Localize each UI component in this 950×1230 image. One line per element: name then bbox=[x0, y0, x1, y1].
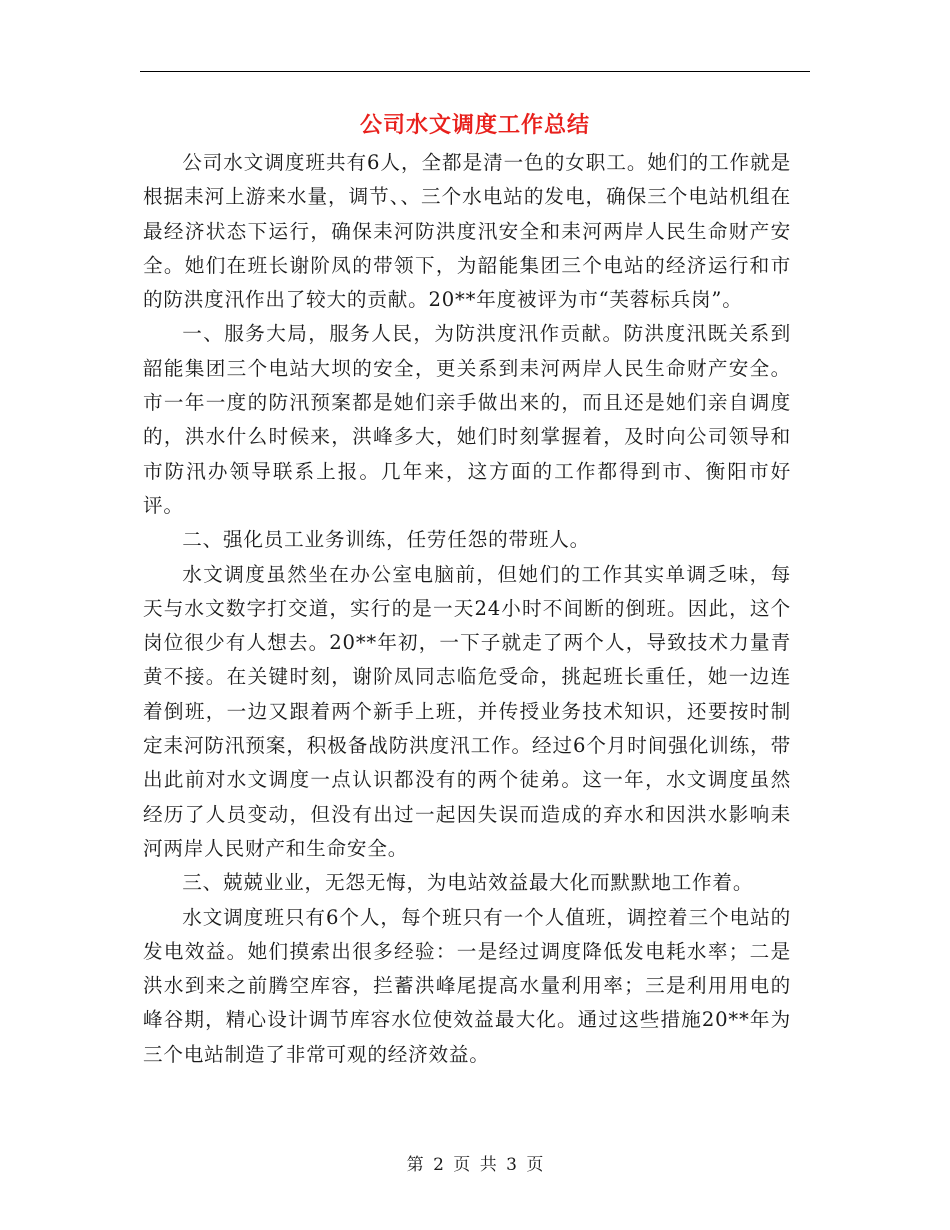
paragraph-section-2-body: 水文调度虽然坐在办公室电脑前，但她们的工作其实单调乏味，每天与水文数字打交道，实行的是一天24小时不间断的倒班。因此，这个岗位很少有人想去。20**年初，一下子就走了两个人，导致技术力量青黄不接。在关键时刻，谢阶凤同志临危受命，挑起班长重任，她一边连着倒班，一边又跟着两个新手上班，并传授业务技术知识，还要按时制定耒河防汛预案，积极备战防洪度汛工作。经过6个月时间强化训练，带出此前对水文调度一点认识都没有的两个徒弟。这一年，水文调度虽然经历了人员变动，但没有出过一起因失误而造成的弃水和因洪水影响耒河两岸人民财产和生命安全。 bbox=[143, 562, 791, 860]
paragraph-intro: 公司水文调度班共有6人，全都是清一色的女职工。她们的工作就是根据耒河上游来水量，调节、、三个水电站的发电，确保三个电站机组在最经济状态下运行，确保耒河防洪度汛安全和耒河两岸人民生命财产安全。她们在班长谢阶凤的带领下，为韶能集团三个电站的经济运行和市的防洪度汛作出了较大的贡献。20**年度被评为市“芙蓉标兵岗”。 bbox=[143, 151, 791, 312]
document-body bbox=[143, 146, 791, 1072]
header-rule bbox=[140, 71, 810, 72]
paragraph-section-1: 一、服务大局，服务人民，为防洪度汛作贡献。防洪度汛既关系到韶能集团三个电站大坝的安全，更关系到耒河两岸人民生命财产安全。市一年一度的防汛预案都是她们亲手做出来的，而且还是她们亲自调度的，洪水什么时候来，洪峰多大，她们时刻掌握着，及时向公司领导和市防汛办领导联系上报。几年来，这方面的工作都得到市、衡阳市好评。 bbox=[143, 322, 791, 517]
page-number: 第 2 页 共 3 页 bbox=[406, 1155, 544, 1175]
paragraph-section-2-heading: 二、强化员工业务训练，任劳任怨的带班人。 bbox=[182, 528, 591, 552]
paragraph-section-3-heading: 三、兢兢业业，无怨无悔，为电站效益最大化而默默地工作着。 bbox=[182, 871, 754, 895]
document-title: 公司水文调度工作总结 bbox=[359, 112, 590, 138]
paragraph-section-3-body: 水文调度班只有6个人，每个班只有一个人值班，调控着三个电站的发电效益。她们摸索出很多经验：一是经过调度降低发电耗水率；二是洪水到来之前腾空库容，拦蓄洪峰尾提高水量利用率；三是利用用电的峰谷期，精心设计调节库容水位使效益最大化。通过这些措施20**年为三个电站制造了非常可观的经济效益。 bbox=[143, 905, 791, 1066]
